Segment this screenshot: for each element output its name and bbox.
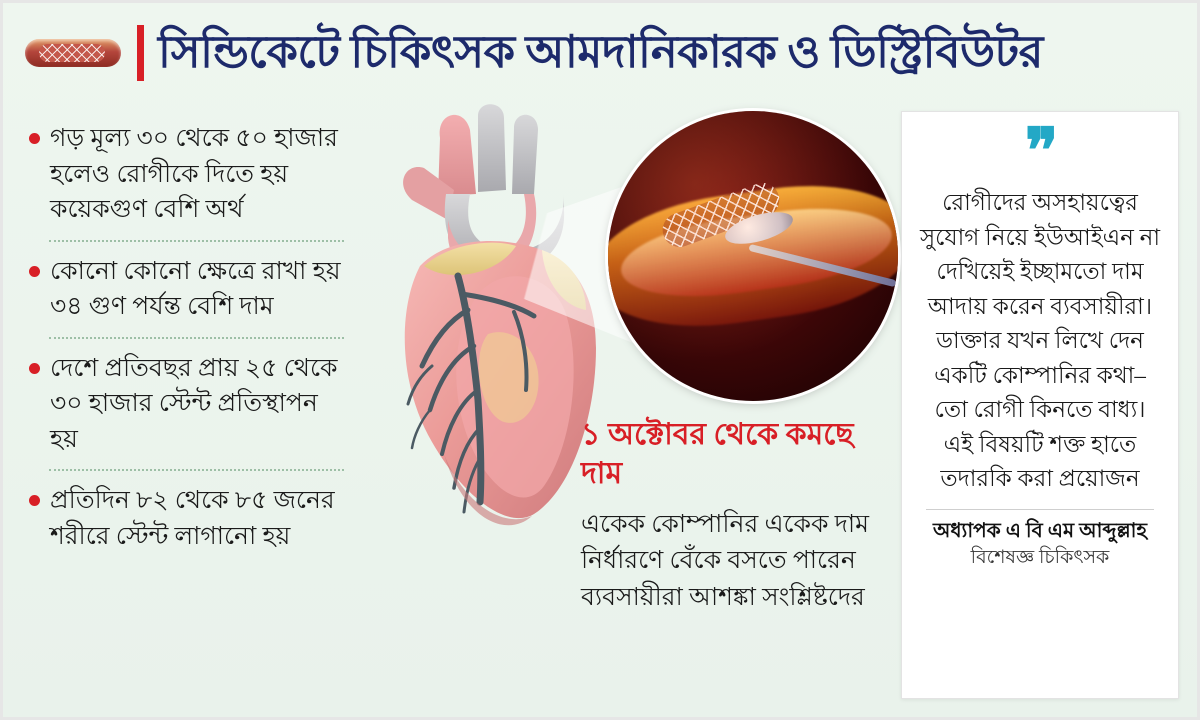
header [25, 17, 1179, 89]
list-item [29, 483, 344, 566]
title-accent-bar [137, 25, 144, 81]
bullet-dot-icon [29, 363, 40, 374]
divider [926, 509, 1154, 510]
center-body: একেক কোম্পানির একেক দাম নির্ধারণে বেঁকে বসতে পারেন ব্যবসায়ীরা আশঙ্কা সংশ্লিষ্টদের [581, 511, 870, 611]
quote-author-name: অধ্যাপক এ বি এম আব্দুল্লাহ [933, 519, 1147, 542]
divider [49, 337, 344, 339]
list-item [29, 351, 344, 470]
divider [49, 240, 344, 242]
bullet-text: কোনো কোনো ক্ষেত্রে রাখা হয় ৩৪ গুণ পর্যন্ত বেশি দাম [50, 257, 341, 320]
stent-closeup-image [608, 111, 898, 401]
center-text-block [581, 415, 891, 616]
bullet-list [29, 121, 344, 566]
bullet-text: প্রতিদিন ৮২ থেকে ৮৫ জনের শরীরে স্টেন্ট লাগানো হয় [50, 487, 335, 550]
bullet-text: দেশে প্রতিবছর প্রায় ২৫ থেকে ৩০ হাজার স্টেন্ট প্রতিস্থাপন হয় [50, 354, 338, 453]
divider [49, 469, 344, 471]
bullet-text: গড় মূল্য ৩০ থেকে ৫০ হাজার হলেও রোগীকে দিতে হয় কয়েকগুণ বেশি অর্থ [50, 125, 338, 223]
quote-text: রোগীদের অসহায়ত্বের সুযোগ নিয়ে ইউআইএন না দেখিয়েই ইচ্ছামতো দাম আদায় করেন ব্যবসায়ীরা। ডাক্তার যখন লিখে দেন একটি কোম্পানির কথা– তো রোগী কিনতে বাধ্য। এই বিষয়টি শক্ত হাতে তদারকি করা প্রয়োজন [919, 190, 1161, 491]
bullet-dot-icon [29, 495, 40, 506]
list-item [29, 121, 344, 240]
stent-icon [25, 33, 121, 73]
page-title: সিন্ডিকেটে চিকিৎসক আমদানিকারক ও ডিস্ট্রিবিউটর [158, 27, 1043, 78]
stent-icon-mesh [39, 44, 105, 62]
bullet-dot-icon [29, 133, 40, 144]
quote-author-role: বিশেষজ্ঞ চিকিৎসক [970, 546, 1110, 568]
bullet-dot-icon [29, 266, 40, 277]
list-item [29, 254, 344, 337]
center-headline: ১ অক্টোবর থেকে কমছে দাম [581, 418, 854, 490]
quote-mark-icon: ❞ [1024, 118, 1056, 186]
quote-card [901, 111, 1179, 699]
inset-glow [608, 111, 898, 401]
